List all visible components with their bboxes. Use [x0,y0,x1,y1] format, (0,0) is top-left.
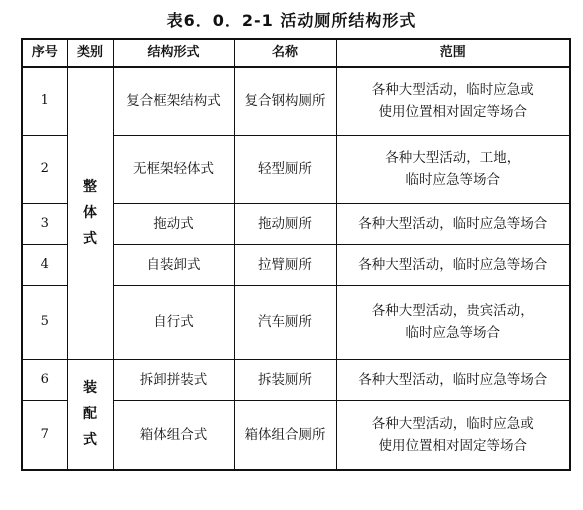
header-structure: 结构形式 [113,39,234,67]
row-scope [336,359,570,400]
row-scope [336,135,570,203]
category-char: 整 [83,179,97,196]
scope-line: 使用位置相对固定等场合 [378,104,527,121]
header-scope: 范围 [336,39,570,67]
row-scope [336,67,570,135]
toilet-structure-table [21,38,571,471]
row-structure: 自行式 [113,285,234,359]
row-name: 汽车厕所 [234,285,336,359]
row-name: 拆装厕所 [234,359,336,400]
table-header-row [22,39,570,67]
header-category: 类别 [67,39,113,67]
scope-line: 临时应急等场合 [405,172,500,188]
row-no: 6 [22,359,67,400]
row-name: 拖动厕所 [234,203,336,244]
row-name: 拉臂厕所 [234,244,336,285]
row-no: 4 [22,244,67,285]
row-scope [336,285,570,359]
scope-line: 各种大型活动，贵宾活动， [371,303,534,319]
scope-line: 临时应急等场合 [405,325,500,341]
row-no: 5 [22,285,67,359]
header-name: 名称 [234,39,336,67]
scope-line: 各种大型活动，临时应急等场合 [358,215,548,232]
row-no: 7 [22,400,67,470]
table-row [22,67,570,135]
category-whole [67,67,113,359]
row-no: 2 [22,135,67,203]
scope-line: 各种大型活动，临时应急等场合 [358,371,548,388]
row-structure: 拖动式 [113,203,234,244]
scope-line: 各种大型活动，临时应急或 [371,82,534,99]
row-structure: 箱体组合式 [113,400,234,470]
row-structure: 自装卸式 [113,244,234,285]
row-name: 复合钢构厕所 [234,67,336,135]
row-scope [336,203,570,244]
category-assembled [67,359,113,470]
row-no: 1 [22,67,67,135]
row-scope [336,400,570,470]
row-name: 箱体组合厕所 [234,400,336,470]
scope-line: 使用位置相对固定等场合 [378,437,527,454]
row-no: 3 [22,203,67,244]
table-row [22,359,570,400]
category-char: 式 [83,231,97,248]
row-scope [336,244,570,285]
header-no: 序号 [22,39,67,67]
category-char: 配 [83,406,97,423]
table-title: 表6．0．2-1 活动厕所结构形式 [166,11,417,30]
row-structure: 拆卸拼装式 [113,359,234,400]
category-char: 体 [83,205,97,222]
category-char: 装 [83,380,97,397]
scope-line: 各种大型活动，临时应急等场合 [358,256,548,273]
row-structure: 复合框架结构式 [113,67,234,135]
scope-line: 各种大型活动，工地， [385,150,521,166]
row-name: 轻型厕所 [234,135,336,203]
row-structure: 无框架轻体式 [113,135,234,203]
category-char: 式 [83,432,97,449]
scope-line: 各种大型活动，临时应急或 [371,415,534,432]
